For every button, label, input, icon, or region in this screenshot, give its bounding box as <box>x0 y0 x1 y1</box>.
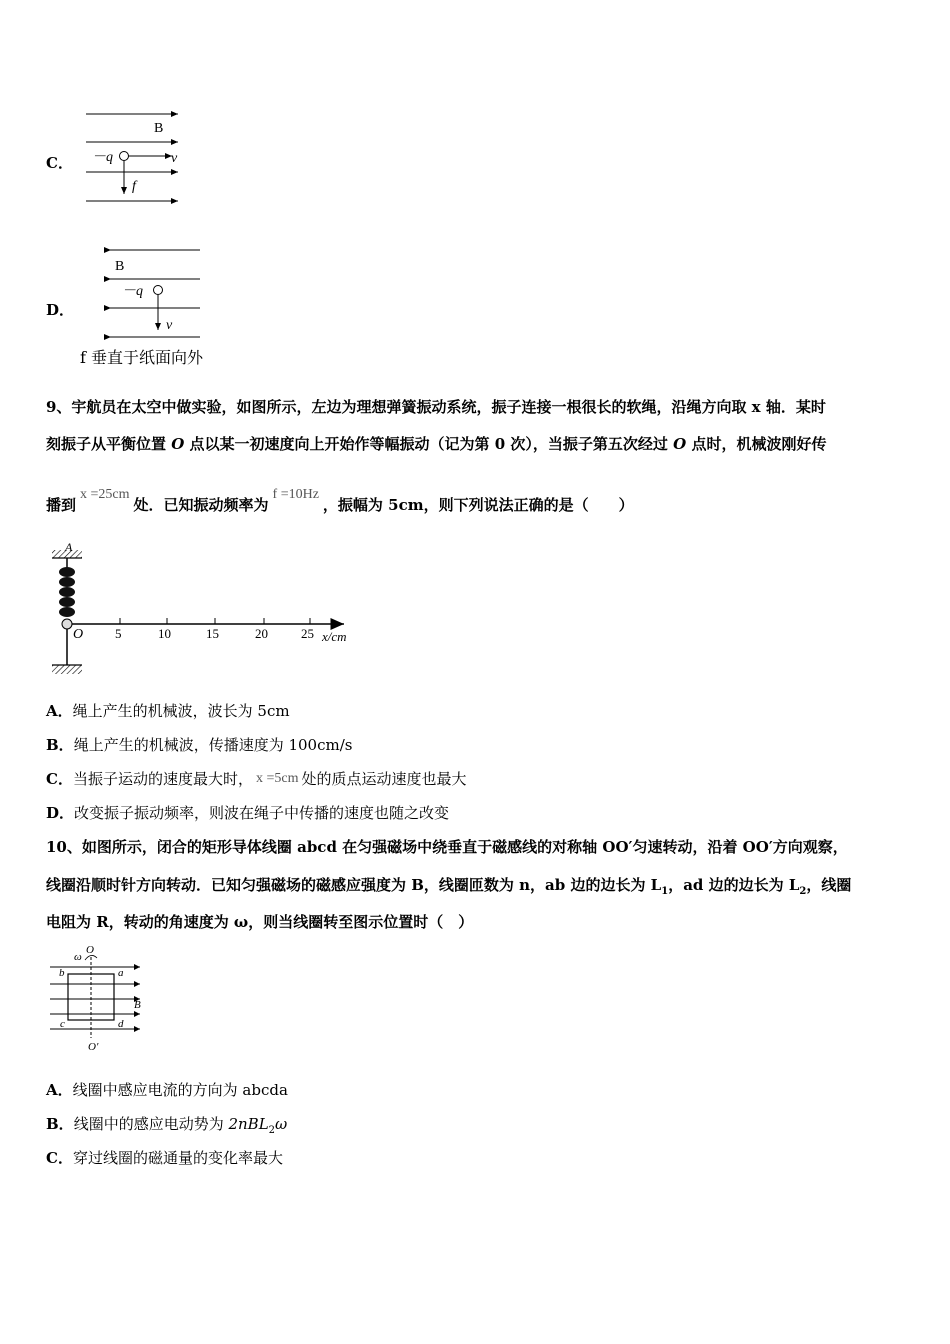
tick-label: 5 <box>115 626 122 641</box>
corner-c-label: c <box>60 1018 65 1030</box>
tick-label: 15 <box>206 626 219 641</box>
axis-ticks <box>120 618 310 624</box>
field-label-b: B <box>154 121 164 136</box>
formula-x: x =25cm <box>80 487 130 502</box>
q9-stem-line2: 刻振子从平衡位置 O 点以某一初速度向上开始作等幅振动（记为第 0 次），当振子第五次经过 O 点时，机械波刚好传 <box>46 435 827 453</box>
charge-label: －q <box>92 150 113 165</box>
tick-label: 20 <box>255 626 268 641</box>
axis-label: x/cm <box>322 629 347 644</box>
q8-option-c-diagram <box>82 104 192 212</box>
q9-option-b: B．绳上产生的机械波，传播速度为 100cm/s <box>46 736 353 754</box>
q9-stem-line3: 播到x =25cm处．已知振动频率为f =10Hz，振幅为 5cm，则下列说法正确的是（ ） <box>46 487 634 514</box>
omega-label: ω <box>74 951 82 963</box>
corner-d-label: d <box>118 1018 124 1030</box>
velocity-label: v <box>171 151 178 166</box>
force-label: f <box>132 179 136 194</box>
origin-label: O <box>73 627 84 642</box>
q10-option-c: C．穿过线圈的磁通量的变化率最大 <box>46 1149 283 1167</box>
field-label-b: B <box>115 259 125 274</box>
o-top-label: O <box>86 944 94 956</box>
spring-coils <box>59 567 75 617</box>
q10-coil-figure <box>46 942 156 1054</box>
q8-option-d-diagram <box>100 240 210 340</box>
q9-option-c: C．当振子运动的速度最大时， x =5cm 处的质点运动速度也最大 <box>46 770 467 788</box>
q10-option-b: B．线圈中的感应电动势为 2nBL$_2$ω <box>46 1115 288 1136</box>
tick-label: 25 <box>301 626 314 641</box>
q10-stem-line1: 10、如图所示，闭合的矩形导体线圈 abcd 在匀强磁场中绕垂直于磁感线的对称轴 OO′匀速转动，沿着 OO′方向观察， <box>46 838 848 856</box>
q10-stem-line3: 电阻为 R，转动的角速度为 ω，则当线圈转至图示位置时（ ） <box>46 913 474 931</box>
q9-option-d: D．改变振子振动频率，则波在绳子中传播的速度也随之改变 <box>46 804 450 822</box>
tick-label: 10 <box>158 626 171 641</box>
velocity-label: v <box>166 318 173 333</box>
corner-b-label: b <box>59 967 65 979</box>
q9-option-a: A．绳上产生的机械波，波长为 5cm <box>46 702 290 720</box>
formula-f: f =10Hz <box>272 487 319 502</box>
q10-option-a: A．线圈中感应电流的方向为 abcda <box>46 1081 288 1099</box>
label-a: A <box>65 540 73 554</box>
formula-x: x =5cm <box>255 771 299 786</box>
field-label-b: B <box>134 999 141 1011</box>
q8-option-c-label: C． <box>46 154 73 172</box>
q8-option-d-label: D． <box>46 301 75 319</box>
force-note: f 垂直于纸面向外 <box>80 348 204 367</box>
charge-label: －q <box>122 284 143 299</box>
q10-stem-line2: 线圈沿顺时针方向转动．已知匀强磁场的磁感应强度为 B，线圈匝数为 n，ab 边的边长为 $L_1$，ad 边的边长为 $L_2$，线圈 <box>46 876 852 897</box>
q9-spring-figure <box>44 538 364 683</box>
q9-stem-line1: 9、宇航员在太空中做实验，如图所示，左边为理想弹簧振动系统，振子连接一根很长的软绳，沿绳方向取 x 轴．某时 <box>46 398 826 416</box>
o-bottom-label: O′ <box>88 1041 99 1053</box>
corner-a-label: a <box>118 967 124 979</box>
